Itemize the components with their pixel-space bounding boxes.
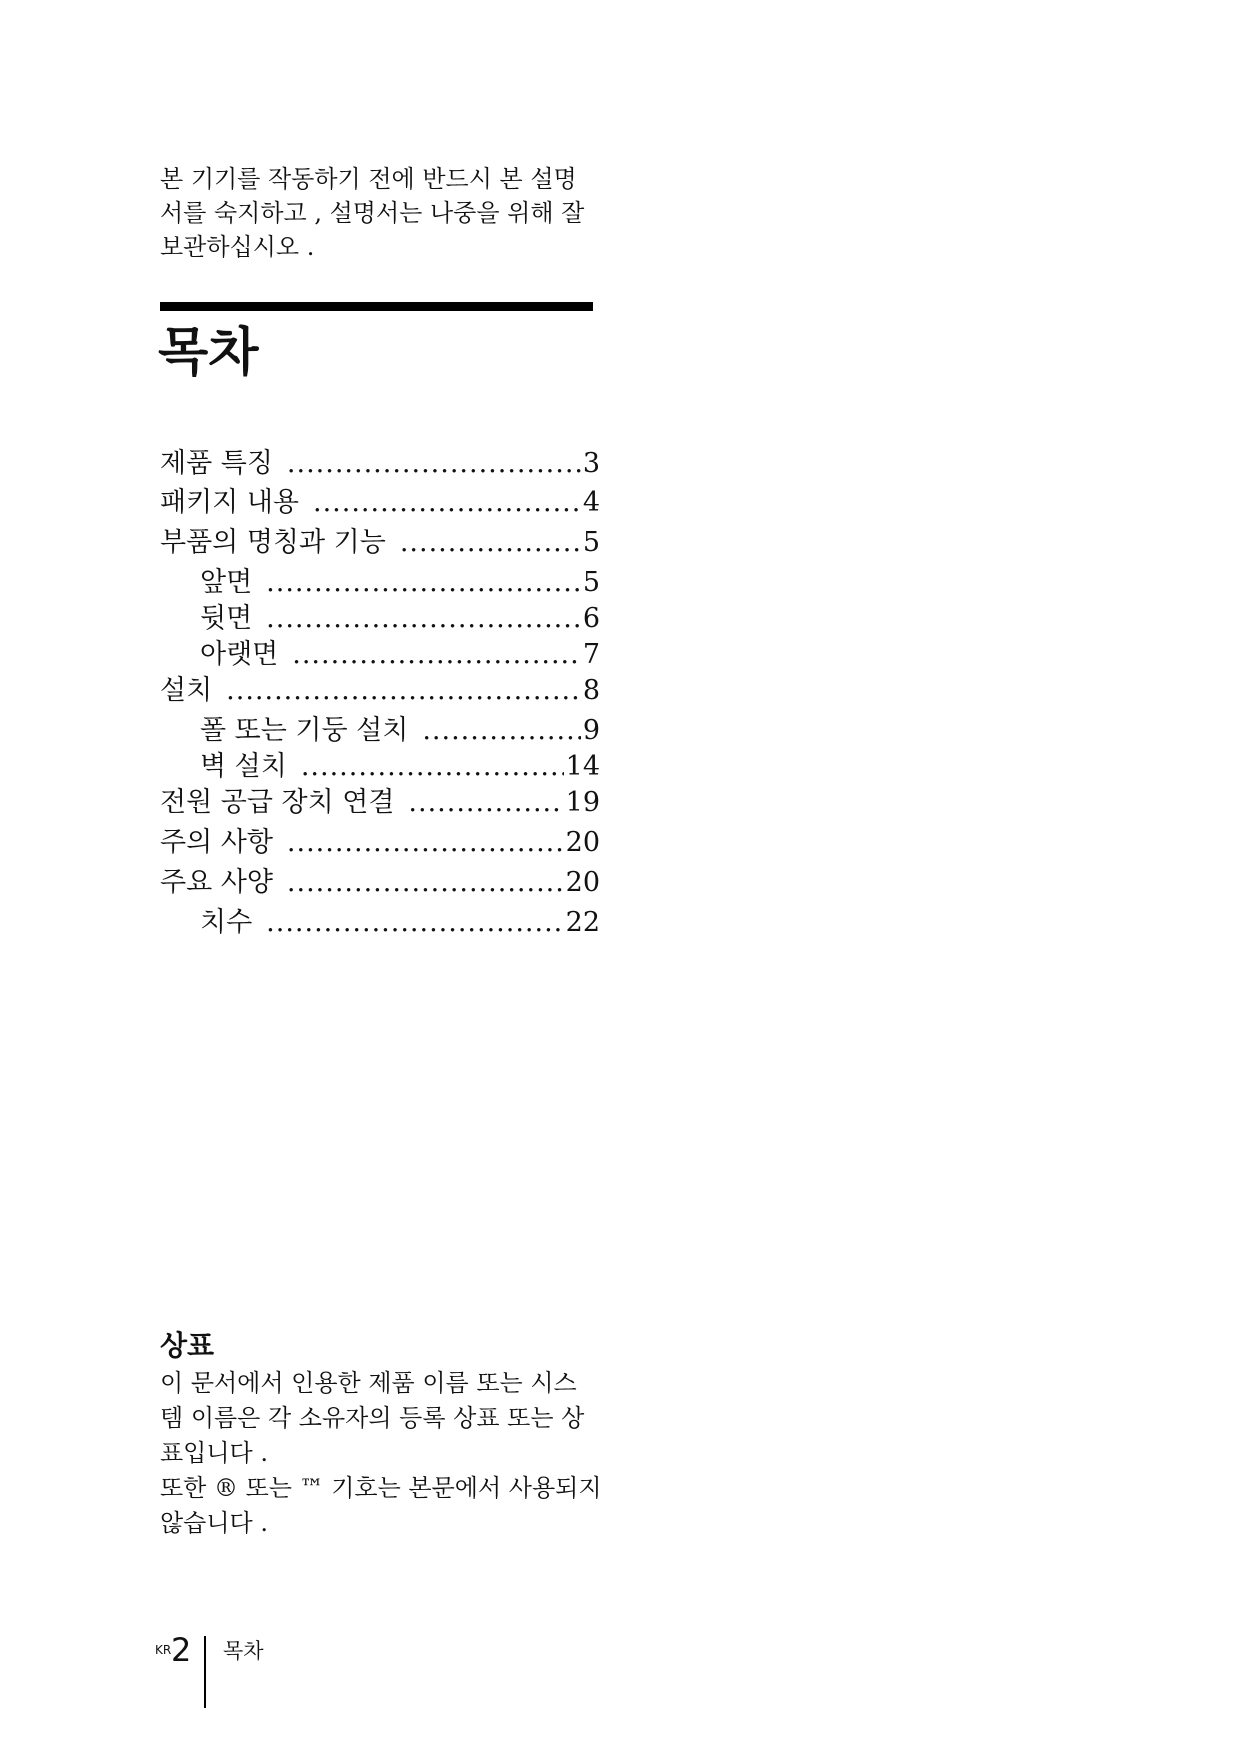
intro-line: 서를 숙지하고 , 설명서는 나중을 위해 잘	[160, 199, 585, 227]
toc-entry[interactable]	[160, 446, 600, 482]
trademark-heading: 상표	[160, 1329, 215, 1362]
footer-section-label: 목차	[223, 1639, 264, 1663]
toc-subentry[interactable]	[200, 713, 600, 749]
toc-subentry[interactable]	[200, 749, 600, 785]
toc-entry-label: 폴 또는 기둥 설치	[200, 715, 409, 746]
toc-subentry[interactable]	[200, 905, 600, 941]
footer-divider	[204, 1636, 206, 1708]
toc-leader-dots	[226, 673, 581, 709]
toc-entry-label: 전원 공급 장치 연결	[160, 787, 395, 818]
toc-entry-label: 벽 설치	[200, 751, 287, 782]
toc-entry[interactable]	[160, 785, 600, 821]
toc-entry-page: 5	[582, 567, 600, 598]
toc-leader-dots	[266, 601, 581, 637]
toc-leader-dots	[408, 785, 563, 821]
toc-entry-label: 치수	[200, 907, 253, 938]
toc-leader-dots	[313, 485, 581, 521]
toc-subentry[interactable]	[200, 565, 600, 601]
toc-leader-dots	[287, 865, 564, 901]
toc-leader-dots	[287, 446, 581, 482]
toc-entry-page: 7	[582, 639, 600, 670]
toc-entry-label: 제품 특징	[160, 448, 273, 479]
toc-leader-dots	[301, 749, 564, 785]
intro-line: 보관하십시오 .	[160, 233, 315, 261]
toc-entry[interactable]	[160, 525, 600, 561]
toc-entry[interactable]	[160, 825, 600, 861]
title-rule	[160, 302, 593, 311]
toc-entry-page: 20	[565, 867, 600, 898]
toc-entry-page: 5	[582, 527, 600, 558]
toc-entry-label: 패키지 내용	[160, 487, 299, 518]
trademark-line: 표입니다 .	[160, 1439, 268, 1467]
intro-line: 본 기기를 작동하기 전에 반드시 본 설명	[160, 165, 577, 193]
toc-subentry[interactable]	[200, 637, 600, 673]
toc-entry-label: 설치	[160, 675, 213, 706]
toc-entry[interactable]	[160, 865, 600, 901]
footer-language-code: KR	[155, 1643, 172, 1657]
toc-entry-page: 22	[565, 907, 600, 938]
trademark-line: 또한 ® 또는 ™ 기호는 본문에서 사용되지	[160, 1474, 602, 1502]
toc-leader-dots	[292, 637, 581, 673]
toc-leader-dots	[422, 713, 580, 749]
toc-entry-page: 19	[565, 787, 600, 818]
toc-entry-page: 14	[565, 751, 600, 782]
intro-notice	[160, 162, 600, 264]
toc-entry[interactable]	[160, 485, 600, 521]
toc-subentry[interactable]	[200, 601, 600, 637]
toc-entry-page: 20	[565, 827, 600, 858]
toc-leader-dots	[287, 825, 564, 861]
toc-leader-dots	[266, 565, 581, 601]
page-title: 목차	[158, 323, 259, 383]
toc-entry-page: 4	[582, 487, 600, 518]
toc-entry-page: 9	[582, 715, 600, 746]
toc-entry-label: 주의 사항	[160, 827, 273, 858]
trademark-line: 이 문서에서 인용한 제품 이름 또는 시스	[160, 1369, 577, 1397]
toc-leader-dots	[266, 905, 563, 941]
toc-entry[interactable]	[160, 673, 600, 709]
toc-entry-label: 주요 사양	[160, 867, 273, 898]
toc-entry-page: 6	[582, 603, 600, 634]
toc-entry-page: 3	[582, 448, 600, 479]
toc-entry-label: 뒷면	[200, 603, 253, 634]
toc-entry-page: 8	[582, 675, 600, 706]
trademark-notice	[160, 1366, 610, 1541]
toc-leader-dots	[400, 525, 581, 561]
toc-entry-label: 앞면	[200, 567, 253, 598]
footer-page-number: 2	[171, 1631, 192, 1669]
toc-entry-label: 아랫면	[200, 639, 279, 670]
trademark-line: 않습니다 .	[160, 1509, 268, 1537]
toc-entry-label: 부품의 명칭과 기능	[160, 527, 386, 558]
trademark-line: 템 이름은 각 소유자의 등록 상표 또는 상	[160, 1404, 585, 1432]
